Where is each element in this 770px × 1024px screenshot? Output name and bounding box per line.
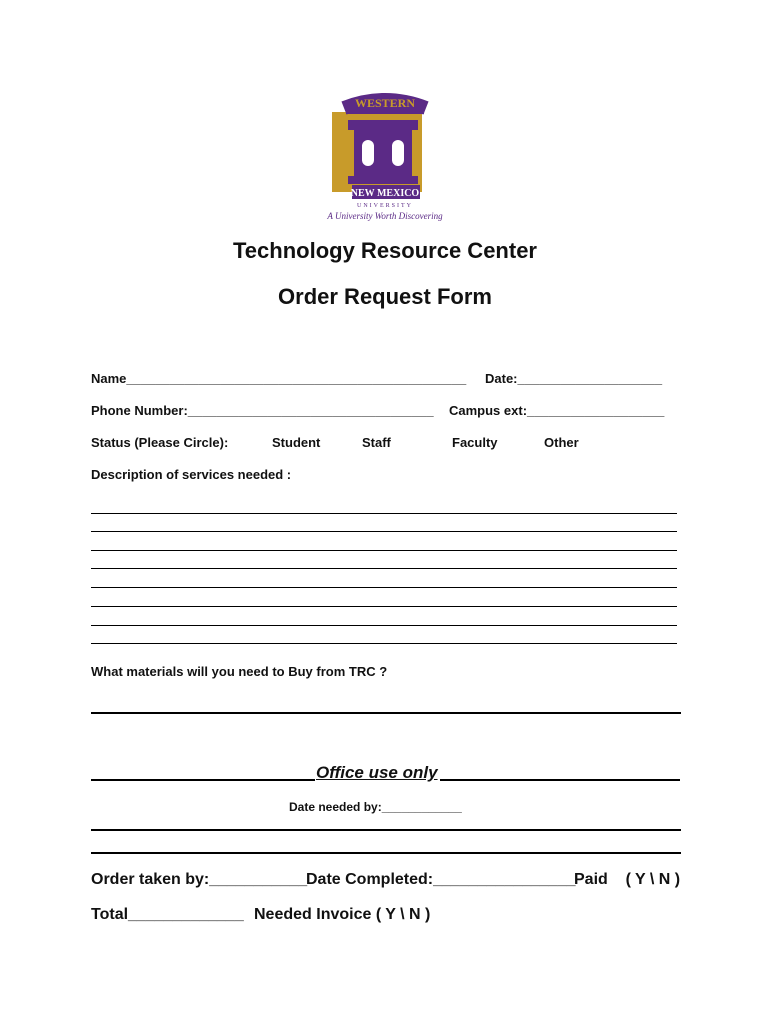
order-taken-field[interactable]: Order taken by:___________ xyxy=(91,871,308,888)
description-line xyxy=(91,643,677,644)
page-title: Technology Resource Center xyxy=(233,238,537,263)
description-line xyxy=(91,625,677,626)
office-line-1 xyxy=(91,829,681,831)
date-needed-field[interactable]: Date needed by:____________ xyxy=(289,800,462,814)
logo-line3: UNIVERSITY xyxy=(357,203,413,209)
campus-ext-field[interactable]: Campus ext:___________________ xyxy=(449,403,665,418)
wnmu-logo xyxy=(318,92,452,224)
materials-label: What materials will you need to Buy from TRC ? xyxy=(91,664,388,679)
date-completed-field[interactable]: Date Completed:________________ xyxy=(306,871,576,888)
description-line xyxy=(91,587,677,588)
logo-line2: NEW MEXICO xyxy=(350,188,420,199)
description-line xyxy=(91,531,677,532)
description-line xyxy=(91,550,677,551)
status-option-other[interactable]: Other xyxy=(544,435,579,450)
office-line-2 xyxy=(91,852,681,854)
materials-line[interactable] xyxy=(91,712,681,714)
logo-line1: WESTERN xyxy=(354,96,416,110)
status-option-staff[interactable]: Staff xyxy=(362,435,391,450)
status-option-faculty[interactable]: Faculty xyxy=(452,435,498,450)
status-label: Status (Please Circle): xyxy=(91,435,229,450)
description-line xyxy=(91,513,677,514)
description-line xyxy=(91,568,677,569)
date-field[interactable]: Date:____________________ xyxy=(485,371,663,386)
needed-invoice-field[interactable]: Needed Invoice ( Y \ N ) xyxy=(254,906,431,923)
total-field[interactable]: Total_____________ xyxy=(91,906,244,923)
logo-tagline: A University Worth Discovering xyxy=(327,211,443,221)
office-rule-left xyxy=(91,779,315,781)
status-option-student[interactable]: Student xyxy=(272,435,321,450)
office-rule-right xyxy=(440,779,680,781)
paid-field[interactable]: Paid ( Y \ N ) xyxy=(574,871,681,888)
page-subtitle: Order Request Form xyxy=(278,284,492,309)
description-label: Description of services needed : xyxy=(91,467,292,482)
office-use-heading: Office use only xyxy=(316,763,438,782)
name-field[interactable]: Name_______________________________________________ xyxy=(91,371,467,386)
phone-field[interactable]: Phone Number:__________________________________ xyxy=(91,403,434,418)
description-line xyxy=(91,606,677,607)
